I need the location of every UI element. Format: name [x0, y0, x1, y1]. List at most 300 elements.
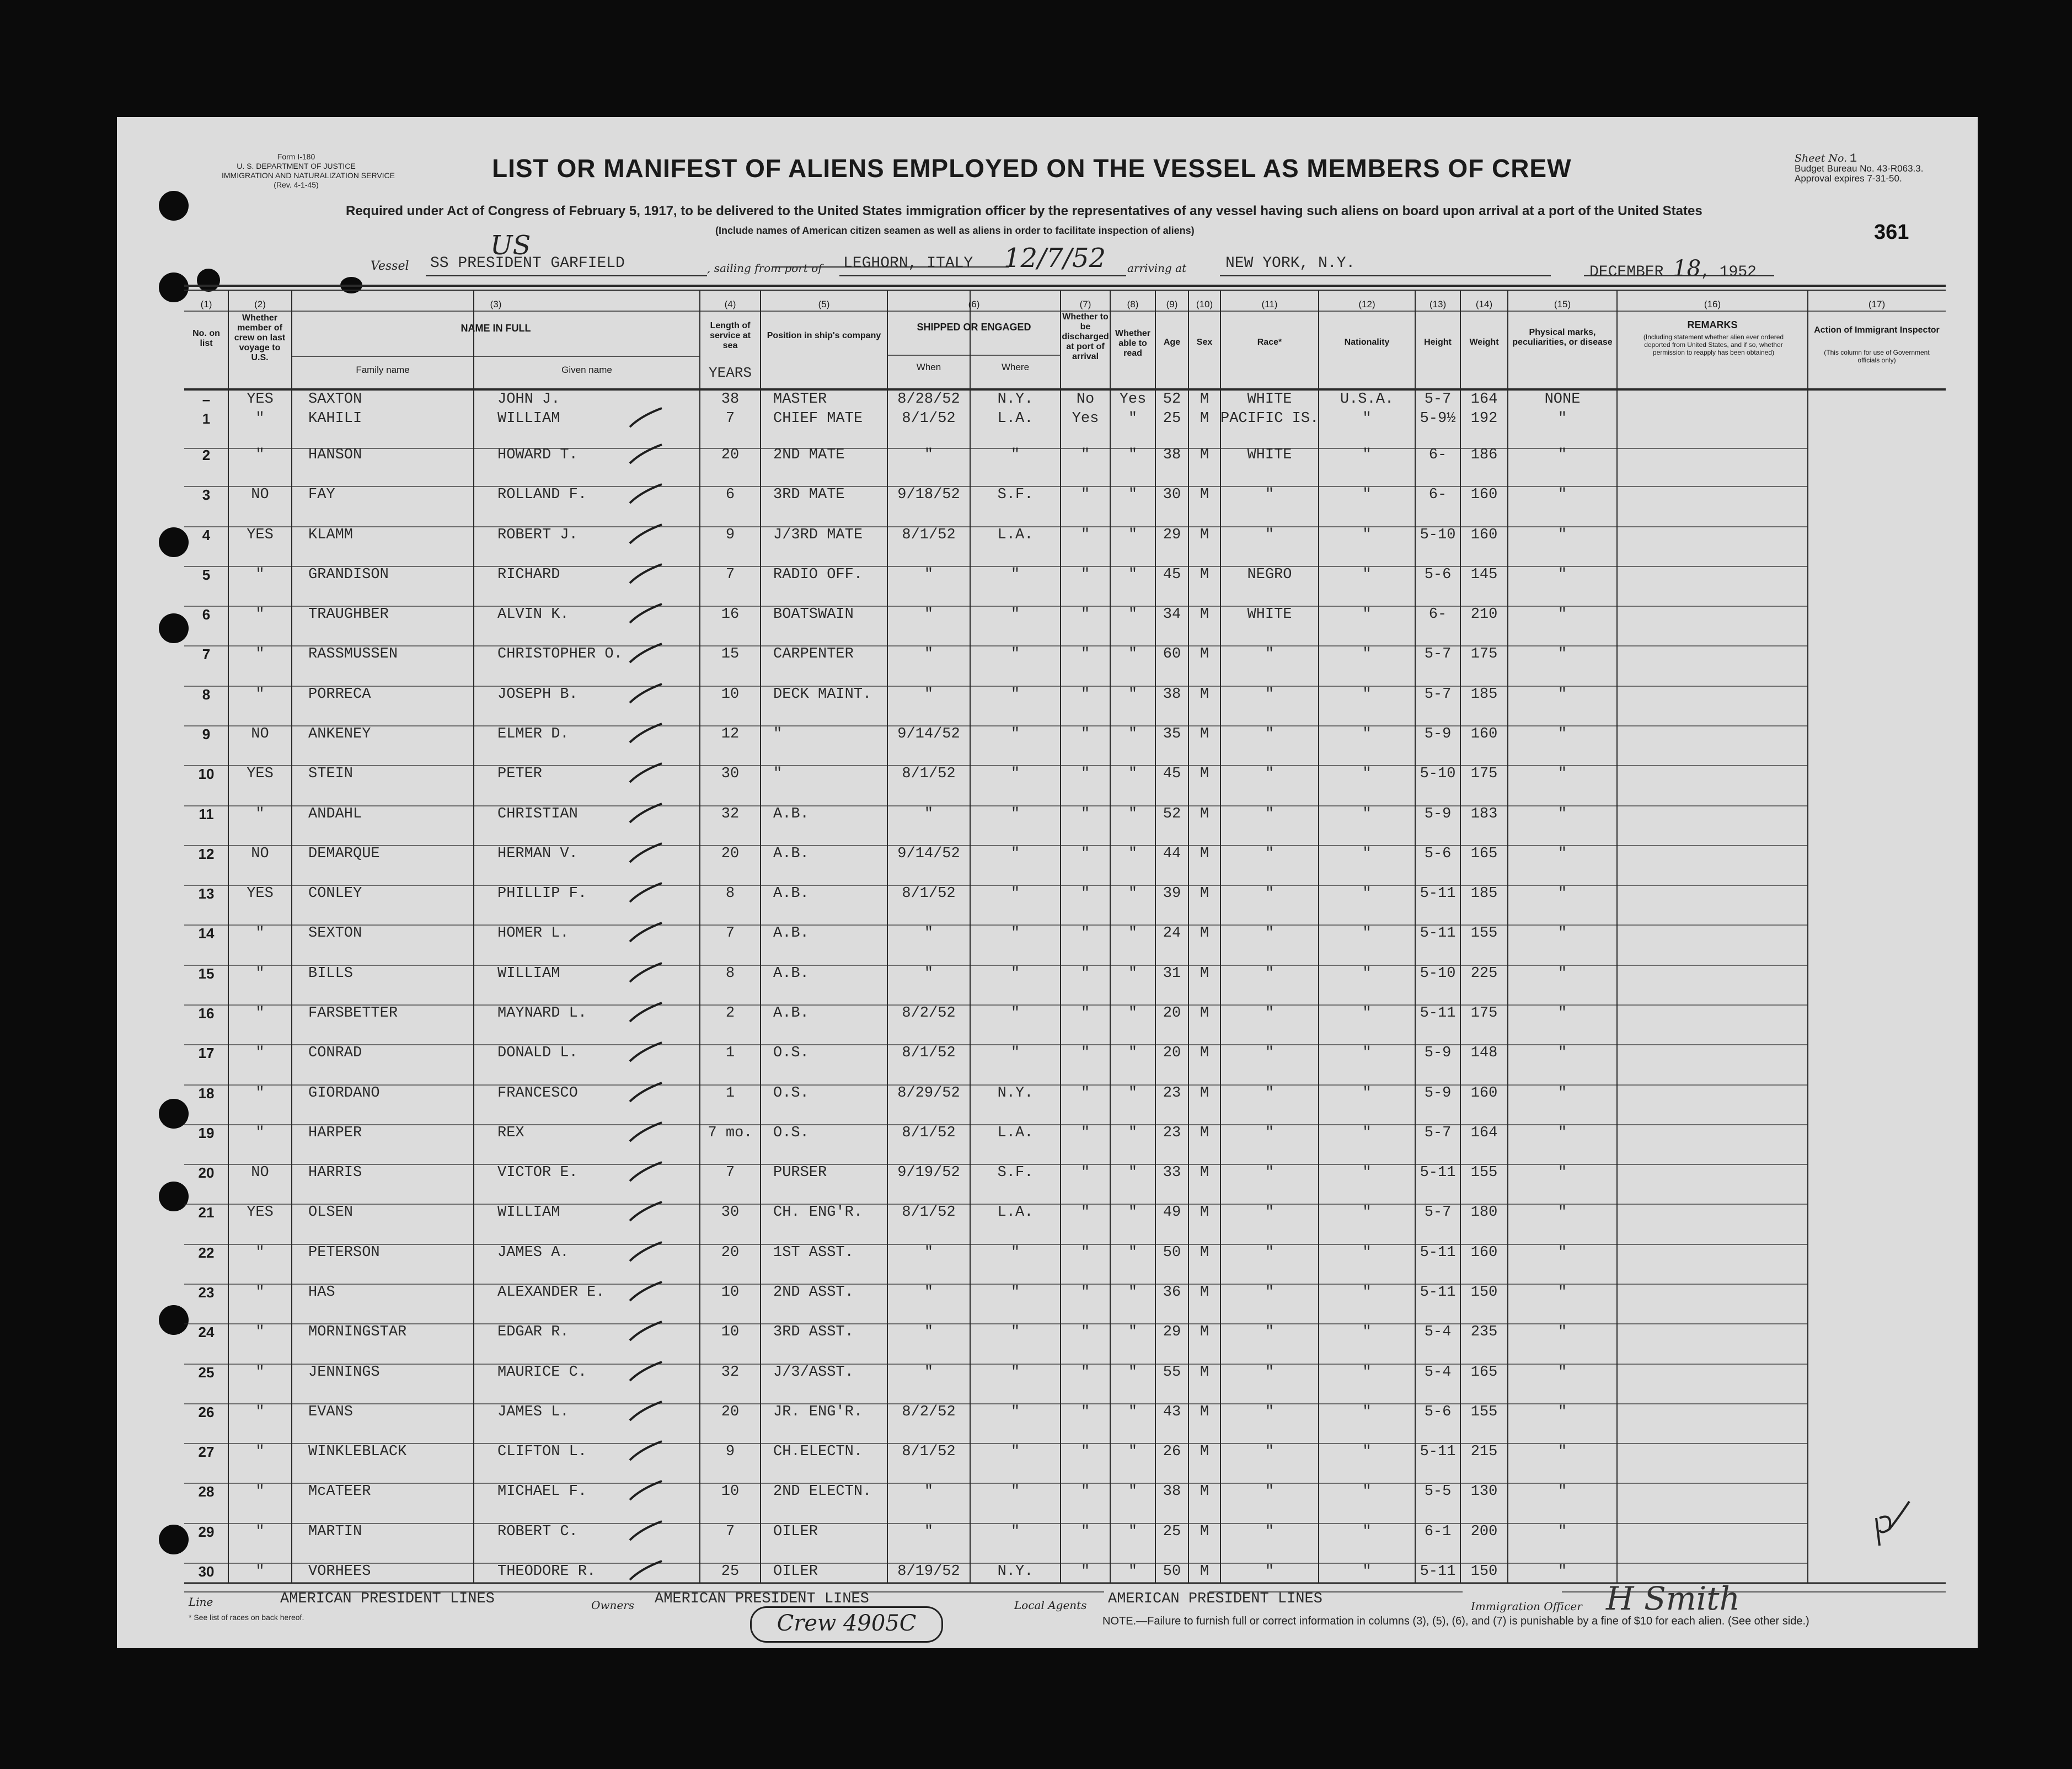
cell-race: ": [1265, 1284, 1275, 1301]
cell-read: ": [1128, 1404, 1138, 1420]
cell-race: ": [1265, 846, 1275, 862]
cell-read: ": [1128, 846, 1138, 862]
cell-where: ": [1010, 566, 1020, 583]
cell-height: 5-4: [1424, 1324, 1452, 1340]
cell-where: ": [1010, 1483, 1020, 1500]
vessel-name: SS PRESIDENT GARFIELD: [430, 255, 625, 272]
cell-family: STEIN: [308, 766, 354, 782]
colnum-8: (8): [1127, 299, 1139, 309]
cell-read: ": [1128, 806, 1138, 822]
cell-member: YES: [247, 1204, 274, 1221]
header-weight: Weight: [1469, 338, 1499, 347]
cell-no: 9: [202, 726, 211, 742]
colnum-14: (14): [1475, 299, 1493, 309]
cell-member: ": [255, 1125, 265, 1141]
cell-read: ": [1128, 766, 1138, 782]
cell-family: GIORDANO: [308, 1085, 380, 1102]
colnum-17: (17): [1868, 299, 1886, 309]
cell-height: 5-11: [1420, 1164, 1456, 1181]
cell-marks: ": [1557, 1204, 1567, 1221]
cell-given: HERMAN V.: [497, 846, 578, 862]
check-mark: [630, 644, 662, 662]
cell-position: A.B.: [773, 925, 809, 942]
cell-given: REX: [497, 1125, 524, 1141]
cell-member: ": [255, 686, 265, 703]
cell-no: 14: [198, 925, 215, 942]
cell-no: 3: [202, 487, 211, 503]
cell-weight: 160: [1470, 726, 1498, 742]
cell-member: ": [255, 1404, 265, 1420]
header-given-name: Given name: [561, 365, 612, 375]
cell-race: ": [1265, 1005, 1275, 1022]
cell-sex: M: [1200, 1244, 1209, 1261]
cell-service: 10: [721, 1483, 740, 1500]
check-mark: [630, 1043, 662, 1061]
cell-service: 20: [721, 1404, 740, 1420]
cell-race: ": [1265, 1444, 1275, 1460]
cell-no: 26: [198, 1404, 215, 1420]
cell-service: 7: [725, 1164, 735, 1181]
cell-height: 5-10: [1420, 766, 1456, 782]
cell-weight: 164: [1470, 391, 1498, 408]
cell-given: CLIFTON L.: [497, 1444, 587, 1460]
cell-disch: ": [1080, 766, 1090, 782]
cell-age: 38: [1163, 447, 1181, 463]
cell-member: NO: [251, 487, 269, 503]
cell-read: ": [1128, 1045, 1138, 1061]
cell-nat: ": [1362, 527, 1372, 543]
cell-given: WILLIAM: [497, 965, 560, 982]
cell-member: YES: [247, 391, 274, 408]
cell-sex: M: [1200, 566, 1209, 583]
cell-service: 7 mo.: [708, 1125, 753, 1141]
cell-family: HARRIS: [308, 1164, 362, 1181]
check-mark: [630, 1123, 662, 1141]
cell-height: 5-4: [1424, 1364, 1452, 1381]
cell-service: 9: [725, 527, 735, 543]
cell-where: ": [1010, 1045, 1020, 1061]
cell-when: ": [924, 447, 934, 463]
cell-disch: ": [1080, 965, 1090, 982]
cell-age: 39: [1163, 885, 1181, 902]
cell-when: 8/28/52: [897, 391, 960, 408]
cell-family: BILLS: [308, 965, 354, 982]
check-mark: [630, 484, 662, 503]
cell-no: 23: [198, 1284, 215, 1301]
cell-nat: ": [1362, 1045, 1372, 1061]
colnum-3: (3): [490, 299, 502, 309]
cell-nat: ": [1362, 1204, 1372, 1221]
cell-weight: 186: [1470, 447, 1498, 463]
cell-marks: ": [1557, 846, 1567, 862]
cell-when: ": [924, 806, 934, 822]
cell-sex: M: [1200, 1563, 1209, 1580]
cell-family: VORHEES: [308, 1563, 371, 1580]
cell-member: ": [255, 410, 265, 427]
sailing-date-handwritten: 12/7/52: [1004, 243, 1106, 274]
cell-read: ": [1128, 1483, 1138, 1500]
cell-disch: ": [1080, 925, 1090, 942]
cell-marks: ": [1557, 646, 1567, 662]
cell-where: L.A.: [997, 527, 1034, 543]
cell-member: ": [255, 1005, 265, 1022]
cell-given: FRANCESCO: [497, 1085, 578, 1102]
cell-nat: ": [1362, 1563, 1372, 1580]
cell-member: ": [255, 1244, 265, 1261]
cell-sex: M: [1200, 391, 1209, 408]
cell-height: 6-: [1428, 606, 1447, 623]
cell-read: ": [1128, 1085, 1138, 1102]
colnum-10: (10): [1196, 299, 1213, 309]
cell-race: ": [1265, 965, 1275, 982]
cell-race: ": [1265, 1085, 1275, 1102]
cell-given: ALVIN K.: [497, 606, 569, 623]
cell-nat: ": [1362, 686, 1372, 703]
cell-race: ": [1265, 487, 1275, 503]
cell-nat: ": [1362, 1524, 1372, 1540]
cell-marks: ": [1557, 726, 1567, 742]
cell-weight: 155: [1470, 1404, 1498, 1420]
cell-given: CHRISTOPHER O.: [497, 646, 623, 662]
cell-marks: ": [1557, 566, 1567, 583]
cell-given: HOWARD T.: [497, 447, 578, 463]
check-mark: [630, 1003, 662, 1022]
cell-position: PURSER: [773, 1164, 827, 1181]
cell-disch: ": [1080, 806, 1090, 822]
cell-sex: M: [1200, 1324, 1209, 1340]
cell-marks: ": [1557, 1563, 1567, 1580]
vessel-label: Vessel: [371, 259, 409, 273]
check-mark: [630, 1362, 662, 1381]
cell-disch: Yes: [1072, 410, 1099, 427]
cell-position: 2ND ASST.: [773, 1284, 854, 1301]
cell-race: PACIFIC IS.: [1220, 410, 1319, 427]
cell-age: 25: [1163, 410, 1181, 427]
cell-age: 25: [1163, 1524, 1181, 1540]
cell-read: ": [1128, 686, 1138, 703]
cell-where: ": [1010, 1324, 1020, 1340]
cell-family: OLSEN: [308, 1204, 354, 1221]
cell-race: WHITE: [1247, 391, 1292, 408]
revision: (Rev. 4-1-45): [274, 180, 319, 189]
cell-read: ": [1128, 1005, 1138, 1022]
cell-sex: M: [1200, 965, 1209, 982]
check-mark: [630, 724, 662, 742]
cell-height: 5-6: [1424, 846, 1452, 862]
cell-position: BOATSWAIN: [773, 606, 854, 623]
cell-marks: ": [1557, 686, 1567, 703]
cell-position: A.B.: [773, 885, 809, 902]
cell-disch: ": [1080, 566, 1090, 583]
cell-when: 8/1/52: [902, 1444, 956, 1460]
cell-read: ": [1128, 527, 1138, 543]
cell-height: 5-11: [1420, 1244, 1456, 1261]
form-title: LIST OR MANIFEST OF ALIENS EMPLOYED ON THE VESSEL AS MEMBERS OF CREW: [492, 154, 1572, 183]
check-mark: [630, 1521, 662, 1540]
cell-where: ": [1010, 1244, 1020, 1261]
cell-weight: 155: [1470, 925, 1498, 942]
cell-height: 5-7: [1424, 391, 1452, 408]
cell-service: 15: [721, 646, 740, 662]
cell-race: ": [1265, 766, 1275, 782]
cell-weight: 160: [1470, 527, 1498, 543]
cell-given: PHILLIP F.: [497, 885, 587, 902]
cell-weight: 160: [1470, 1085, 1498, 1102]
cell-race: ": [1265, 646, 1275, 662]
cell-when: ": [924, 1483, 934, 1500]
cell-sex: M: [1200, 1164, 1209, 1181]
cell-marks: ": [1557, 1005, 1567, 1022]
cell-given: EDGAR R.: [497, 1324, 569, 1340]
cell-service: 7: [725, 566, 735, 583]
cell-sex: M: [1200, 1364, 1209, 1381]
cell-weight: 210: [1470, 606, 1498, 623]
cell-when: 8/2/52: [902, 1005, 956, 1022]
cell-no: 24: [198, 1324, 215, 1340]
cell-age: 20: [1163, 1045, 1181, 1061]
cell-member: ": [255, 646, 265, 662]
cell-position: O.S.: [773, 1125, 809, 1141]
cell-race: ": [1265, 925, 1275, 942]
cell-where: S.F.: [997, 487, 1034, 503]
cell-position: J/3/ASST.: [773, 1364, 854, 1381]
cell-race: ": [1265, 1563, 1275, 1580]
cell-sex: M: [1200, 1204, 1209, 1221]
cell-read: ": [1128, 1244, 1138, 1261]
cell-weight: 145: [1470, 566, 1498, 583]
cell-read: ": [1128, 606, 1138, 623]
cell-member: ": [255, 1085, 265, 1102]
cell-marks: ": [1557, 806, 1567, 822]
cell-given: WILLIAM: [497, 1204, 560, 1221]
cell-no: 10: [198, 766, 215, 782]
cell-member: ": [255, 1483, 265, 1500]
cell-member: ": [255, 1284, 265, 1301]
cell-no: 16: [198, 1005, 215, 1022]
cell-no: 7: [202, 646, 211, 662]
cell-no: 13: [198, 885, 215, 902]
cell-where: ": [1010, 965, 1020, 982]
cell-nat: ": [1362, 1244, 1372, 1261]
cell-family: SAXTON: [308, 391, 362, 408]
cell-position: OILER: [773, 1563, 818, 1580]
cell-nat: ": [1362, 487, 1372, 503]
footer-owners-value: AMERICAN PRESIDENT LINES: [655, 1591, 869, 1607]
cell-sex: M: [1200, 410, 1209, 427]
cell-family: ANKENEY: [308, 726, 371, 742]
cell-no: 11: [199, 806, 214, 822]
cell-when: ": [924, 606, 934, 623]
cell-nat: ": [1362, 1164, 1372, 1181]
cell-service: 30: [721, 766, 740, 782]
cell-no: –: [202, 391, 211, 408]
cell-when: ": [924, 1524, 934, 1540]
cell-marks: ": [1557, 1244, 1567, 1261]
check-mark: [630, 1162, 662, 1181]
cell-where: ": [1010, 766, 1020, 782]
cell-read: ": [1128, 1324, 1138, 1340]
cell-given: PETER: [497, 766, 543, 782]
cell-where: L.A.: [997, 1204, 1034, 1221]
cell-read: ": [1128, 726, 1138, 742]
cell-age: 35: [1163, 726, 1181, 742]
cell-disch: ": [1080, 1244, 1090, 1261]
cell-height: 5-5: [1424, 1483, 1452, 1500]
cell-age: 55: [1163, 1364, 1181, 1381]
cell-nat: ": [1362, 566, 1372, 583]
cell-age: 23: [1163, 1125, 1181, 1141]
cell-read: ": [1128, 885, 1138, 902]
cell-weight: 175: [1470, 1005, 1498, 1022]
check-mark: [630, 525, 662, 543]
cell-sex: M: [1200, 766, 1209, 782]
header-nationality: Nationality: [1344, 338, 1390, 347]
cell-when: 9/19/52: [897, 1164, 960, 1181]
cell-height: 6-: [1428, 447, 1447, 463]
cell-when: 9/14/52: [897, 726, 960, 742]
footer-agents-value: AMERICAN PRESIDENT LINES: [1108, 1591, 1323, 1607]
cell-nat: ": [1362, 925, 1372, 942]
cell-no: 28: [198, 1483, 215, 1500]
cell-family: CONRAD: [308, 1045, 362, 1061]
cell-read: ": [1128, 965, 1138, 982]
cell-service: 10: [721, 686, 740, 703]
cell-disch: ": [1080, 1444, 1090, 1460]
check-mark: [630, 445, 662, 463]
cell-service: 9: [725, 1444, 735, 1460]
cell-when: 8/1/52: [902, 527, 956, 543]
header-years: YEARS: [708, 365, 752, 381]
cell-family: RASSMUSSEN: [308, 646, 398, 662]
cell-sex: M: [1200, 726, 1209, 742]
cell-race: ": [1265, 1483, 1275, 1500]
cell-family: EVANS: [308, 1404, 354, 1420]
cell-weight: 225: [1470, 965, 1498, 982]
cell-race: ": [1265, 885, 1275, 902]
footer-line-label: Line: [189, 1595, 213, 1608]
cell-sex: M: [1200, 487, 1209, 503]
cell-disch: ": [1080, 606, 1090, 623]
cell-nat: ": [1362, 766, 1372, 782]
cell-nat: ": [1362, 606, 1372, 623]
arriving-label: arriving at: [1127, 261, 1187, 275]
cell-where: S.F.: [997, 1164, 1034, 1181]
cell-age: 50: [1163, 1244, 1181, 1261]
cell-when: ": [924, 1284, 934, 1301]
cell-when: ": [924, 925, 934, 942]
cell-sex: M: [1200, 1045, 1209, 1061]
cell-service: 7: [725, 1524, 735, 1540]
cell-weight: 185: [1470, 686, 1498, 703]
cell-marks: ": [1557, 606, 1567, 623]
cell-sex: M: [1200, 646, 1209, 662]
cell-weight: 165: [1470, 846, 1498, 862]
cell-nat: ": [1362, 447, 1372, 463]
cell-when: 8/1/52: [902, 885, 956, 902]
cell-where: ": [1010, 686, 1020, 703]
cell-service: 20: [721, 447, 740, 463]
footer-officer-signature: H Smith: [1606, 1580, 1740, 1617]
colnum-2: (2): [254, 299, 266, 309]
cell-disch: ": [1080, 1483, 1090, 1500]
cell-height: 5-9: [1424, 726, 1452, 742]
cell-read: ": [1128, 487, 1138, 503]
cell-given: WILLIAM: [497, 410, 560, 427]
cell-height: 5-11: [1420, 1563, 1456, 1580]
colnum-15: (15): [1554, 299, 1571, 309]
vessel-handwritten: US: [490, 230, 531, 261]
cell-race: ": [1265, 1524, 1275, 1540]
cell-no: 22: [198, 1244, 215, 1261]
cell-service: 32: [721, 1364, 740, 1381]
cell-given: HOMER L.: [497, 925, 569, 942]
cell-where: ": [1010, 1284, 1020, 1301]
cell-marks: ": [1557, 965, 1567, 982]
cell-family: MORNINGSTAR: [308, 1324, 407, 1340]
cell-weight: 185: [1470, 885, 1498, 902]
cell-no: 25: [198, 1364, 215, 1381]
cell-age: 50: [1163, 1563, 1181, 1580]
cell-given: JOSEPH B.: [497, 686, 578, 703]
cell-member: ": [255, 566, 265, 583]
cell-given: ROLLAND F.: [497, 487, 587, 503]
cell-disch: ": [1080, 846, 1090, 862]
cell-no: 5: [202, 566, 211, 583]
check-mark: [630, 1282, 662, 1301]
header-position: Position in ship's company: [767, 331, 881, 340]
cell-marks: ": [1557, 925, 1567, 942]
cell-service: 20: [721, 1244, 740, 1261]
cell-where: ": [1010, 1005, 1020, 1022]
cell-position: 2ND ELECTN.: [773, 1483, 872, 1500]
header-family-name: Family name: [356, 365, 410, 375]
cell-member: ": [255, 1444, 265, 1460]
cell-family: WINKLEBLACK: [308, 1444, 407, 1460]
cell-height: 5-11: [1420, 1284, 1456, 1301]
header-remarks: REMARKS: [1687, 319, 1738, 330]
form-number: Form I-180: [277, 152, 315, 161]
cell-where: ": [1010, 606, 1020, 623]
cell-race: ": [1265, 726, 1275, 742]
check-mark: [630, 684, 662, 703]
cell-weight: 150: [1470, 1284, 1498, 1301]
cell-where: N.Y.: [997, 1085, 1034, 1102]
cell-when: ": [924, 646, 934, 662]
cell-nat: ": [1362, 646, 1372, 662]
cell-sex: M: [1200, 1444, 1209, 1460]
cell-age: 33: [1163, 1164, 1181, 1181]
cell-no: 19: [198, 1125, 215, 1141]
cell-nat: ": [1362, 1364, 1372, 1381]
cell-nat: ": [1362, 726, 1372, 742]
cell-disch: ": [1080, 1563, 1090, 1580]
cell-weight: 130: [1470, 1483, 1498, 1500]
cell-sex: M: [1200, 686, 1209, 703]
check-marks: [117, 117, 1978, 1648]
cell-read: ": [1128, 1563, 1138, 1580]
cell-when: 8/19/52: [897, 1563, 960, 1580]
cell-family: TRAUGHBER: [308, 606, 389, 623]
cell-sex: M: [1200, 806, 1209, 822]
cell-sex: M: [1200, 925, 1209, 942]
cell-service: 38: [721, 391, 740, 408]
cell-member: ": [255, 1324, 265, 1340]
header-sex: Sex: [1196, 338, 1213, 347]
cell-age: 29: [1163, 1324, 1181, 1340]
cell-given: JAMES A.: [497, 1244, 569, 1261]
check-mark: [630, 1242, 662, 1261]
cell-race: WHITE: [1247, 447, 1292, 463]
